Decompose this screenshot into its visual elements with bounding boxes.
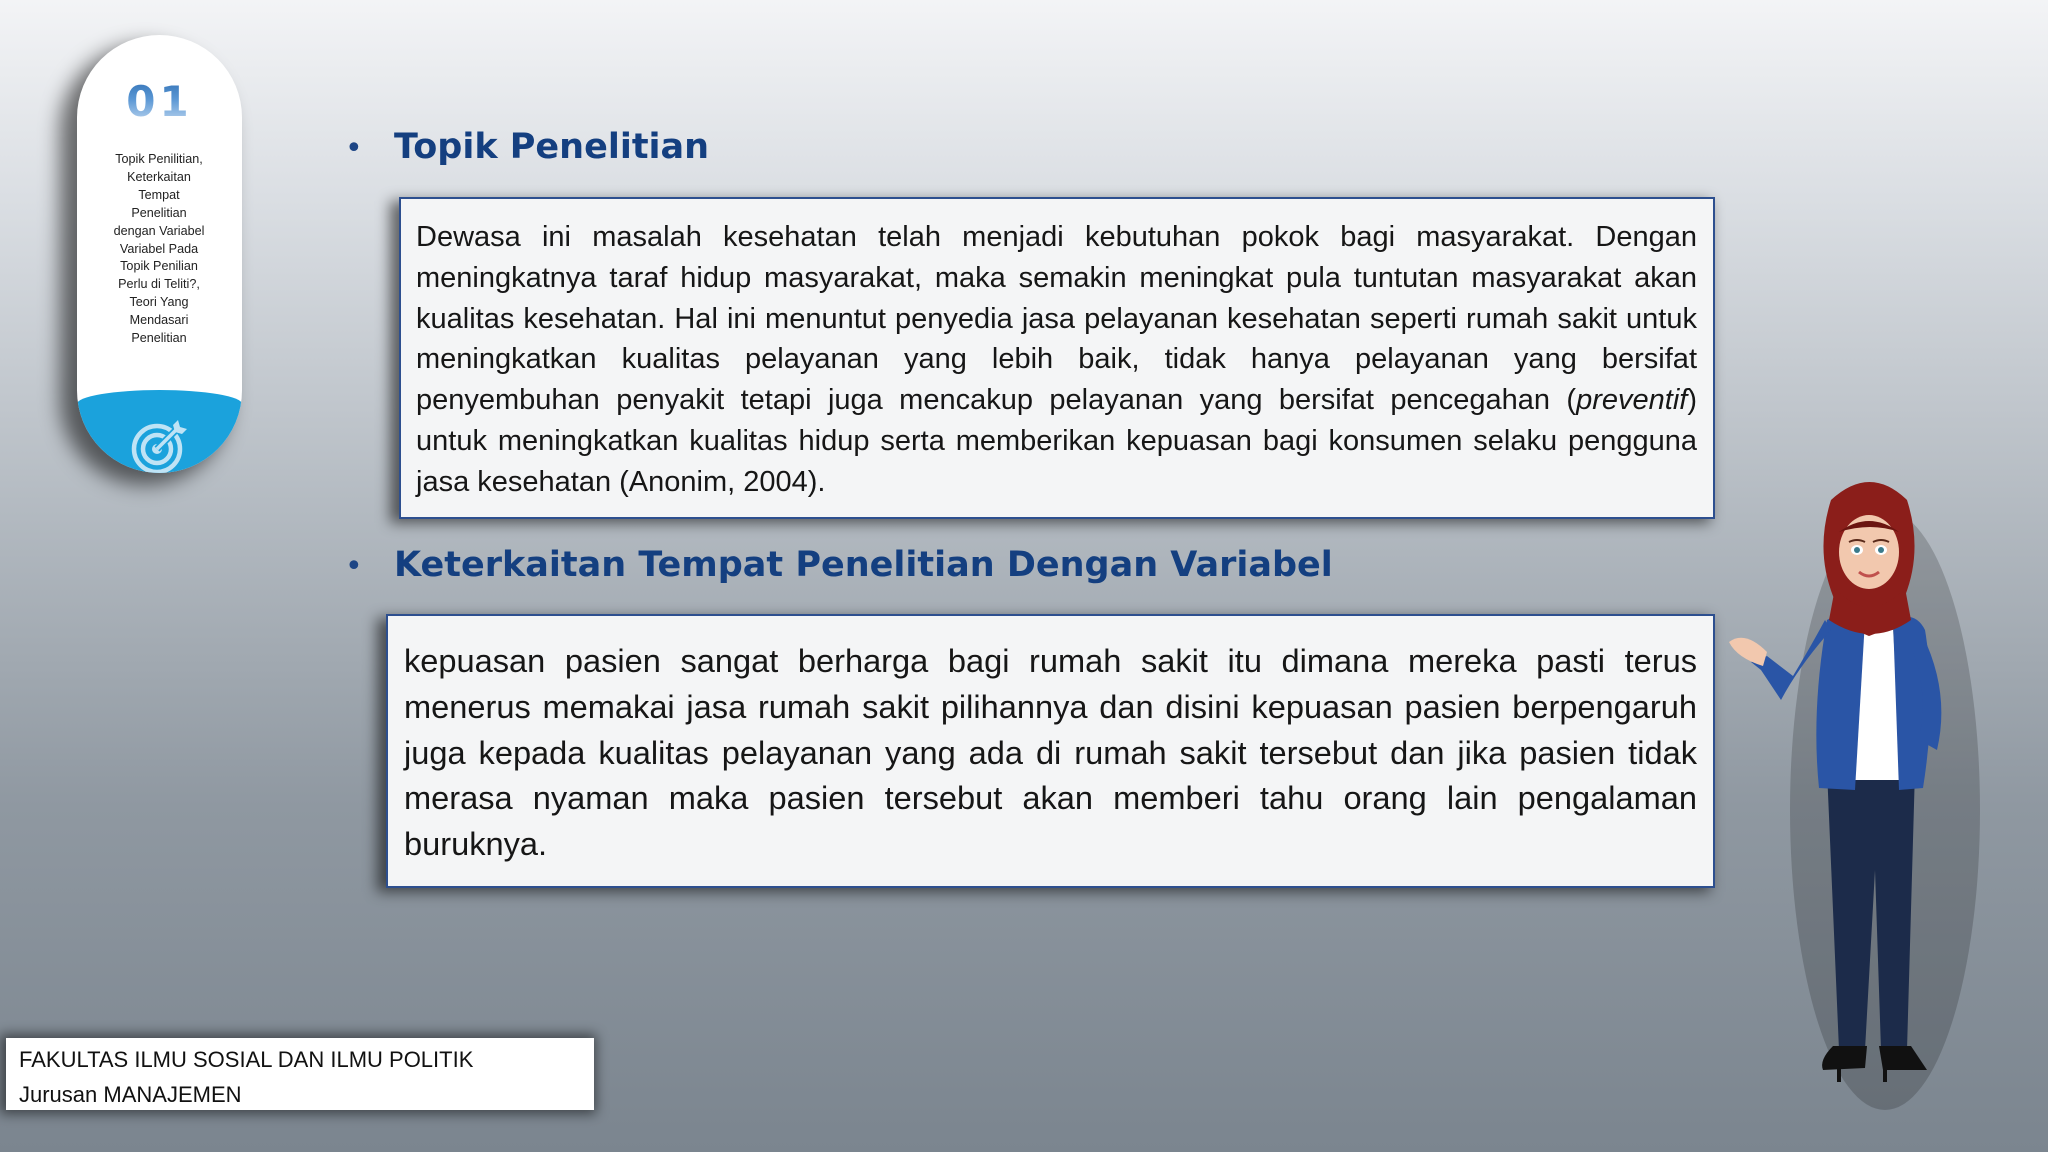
- side-panel-footer: [77, 390, 242, 473]
- caption-line: Topik Penilian: [120, 259, 198, 274]
- paragraph-text: Dewasa ini masalah kesehatan telah menjadi kebutuhan pokok bagi masyarakat. Dengan meningkatnya taraf hidup masyarakat, maka semakin meningkat pula tuntutan masyarakat akan kualitas kesehatan. Hal ini menuntut penyedia jasa pelayanan kesehatan seperti rumah sakit untuk meningkatkan kualitas pelayanan yang lebih baik, tidak hanya pelayanan yang bersifat penyembuhan penyakit tetapi juga mencakup pelayanan yang bersifat pencegahan (: [416, 221, 1697, 417]
- bullet-point: •: [345, 131, 363, 166]
- target-icon: [129, 416, 189, 473]
- side-panel: [77, 35, 242, 473]
- department-name: Jurusan MANAJEMEN: [19, 1082, 242, 1107]
- paragraph-text: ) untuk meningkatkan kualitas hidup serta memberikan kepuasan bagi konsumen selaku pengguna jasa kesehatan (Anonim, 2004).: [416, 384, 1697, 498]
- caption-line: Penelitian: [131, 331, 187, 346]
- heading-topik-penelitian: Topik Penelitian: [394, 127, 710, 167]
- caption-line: Perlu di Teliti?,: [118, 277, 200, 292]
- section-number: 01: [77, 77, 242, 126]
- faculty-name: FAKULTAS ILMU SOSIAL DAN ILMU POLITIK: [19, 1047, 474, 1072]
- bullet-point: •: [345, 549, 363, 584]
- caption-line: Tempat: [138, 187, 180, 202]
- caption-line: Penelitian: [131, 205, 187, 220]
- heading-keterkaitan: Keterkaitan Tempat Penelitian Dengan Variabel: [394, 545, 1333, 585]
- presenter-character-illustration: [1715, 470, 2015, 1110]
- caption-line: Mendasari: [129, 313, 189, 328]
- caption-line: Keterkaitan: [127, 169, 191, 184]
- caption-line: Variabel Pada: [119, 241, 199, 256]
- side-panel-caption: [99, 151, 219, 348]
- caption-line: dengan Variabel: [113, 223, 205, 238]
- faculty-footer: [6, 1038, 594, 1110]
- caption-line: Teori Yang: [129, 295, 189, 310]
- caption-line: Topik Penilitian,: [115, 152, 203, 166]
- topik-penelitian-text-box: [399, 197, 1715, 519]
- italic-term: preventif: [1576, 384, 1688, 417]
- keterkaitan-text-box: kepuasan pasien sangat berharga bagi rumah sakit itu dimana mereka pasti terus menerus memakai jasa rumah sakit pilihannya dan disini kepuasan pasien berpengaruh juga kepada kualitas pelayanan yang ada di rumah sakit tersebut dan jika pasien tidak merasa nyaman maka pasien tersebut akan memberi tahu orang lain pengalaman buruknya.: [386, 614, 1715, 888]
